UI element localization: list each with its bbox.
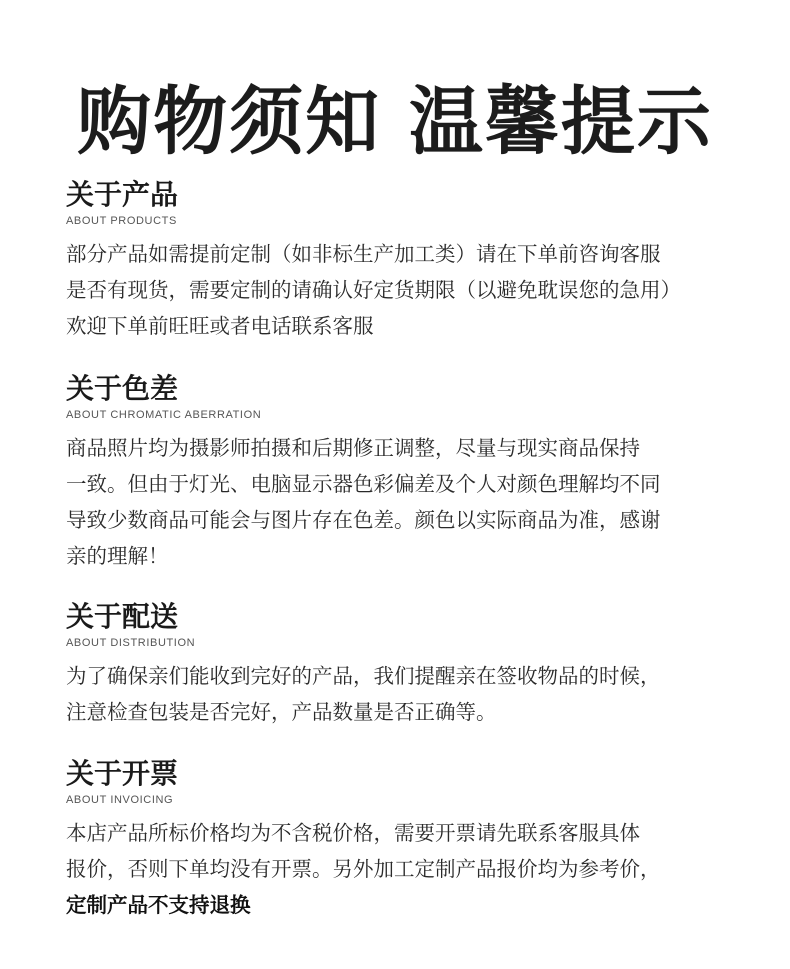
section-heading: 关于产品 bbox=[66, 178, 179, 211]
body-line: 注意检查包装是否完好，产品数量是否正确等。 bbox=[66, 700, 497, 724]
section-body bbox=[66, 236, 746, 344]
body-line: 导致少数商品可能会与图片存在色差。颜色以实际商品为准，感谢 bbox=[66, 508, 661, 532]
section-heading: 关于色差 bbox=[66, 372, 179, 405]
section-heading: 关于开票 bbox=[66, 757, 179, 790]
section-about-chromatic-aberration bbox=[66, 372, 746, 574]
body-line: 亲的理解！ bbox=[66, 544, 169, 568]
body-line: 商品照片均为摄影师拍摄和后期修正调整，尽量与现实商品保持 bbox=[66, 436, 640, 460]
section-subtitle: ABOUT DISTRIBUTION bbox=[66, 637, 196, 649]
section-subtitle: ABOUT PRODUCTS bbox=[66, 215, 177, 227]
body-line: 报价，否则下单均没有开票。另外加工定制产品报价均为参考价， bbox=[66, 857, 661, 881]
section-about-distribution bbox=[66, 600, 746, 730]
section-body bbox=[66, 658, 746, 730]
body-line: 为了确保亲们能收到完好的产品，我们提醒亲在签收物品的时候， bbox=[66, 664, 661, 688]
body-line: 部分产品如需提前定制（如非标生产加工类）请在下单前咨询客服 bbox=[66, 242, 661, 266]
body-line: 欢迎下单前旺旺或者电话联系客服 bbox=[66, 314, 374, 338]
section-body bbox=[66, 815, 746, 923]
body-line: 是否有现货，需要定制的请确认好定货期限（以避免耽误您的急用） bbox=[66, 278, 681, 302]
section-body bbox=[66, 430, 746, 574]
section-about-products bbox=[66, 178, 746, 344]
body-line: 本店产品所标价格均为不含税价格，需要开票请先联系客服具体 bbox=[66, 821, 640, 845]
section-subtitle: ABOUT INVOICING bbox=[66, 794, 174, 806]
section-heading: 关于配送 bbox=[66, 600, 179, 633]
section-about-invoicing bbox=[66, 757, 746, 923]
body-line: 一致。但由于灯光、电脑显示器色彩偏差及个人对颜色理解均不同 bbox=[66, 472, 661, 496]
section-subtitle: ABOUT CHROMATIC ABERRATION bbox=[66, 409, 262, 421]
page-title: 购物须知 温馨提示 bbox=[77, 78, 713, 165]
body-line-emphasis: 定制产品不支持退换 bbox=[66, 893, 251, 917]
